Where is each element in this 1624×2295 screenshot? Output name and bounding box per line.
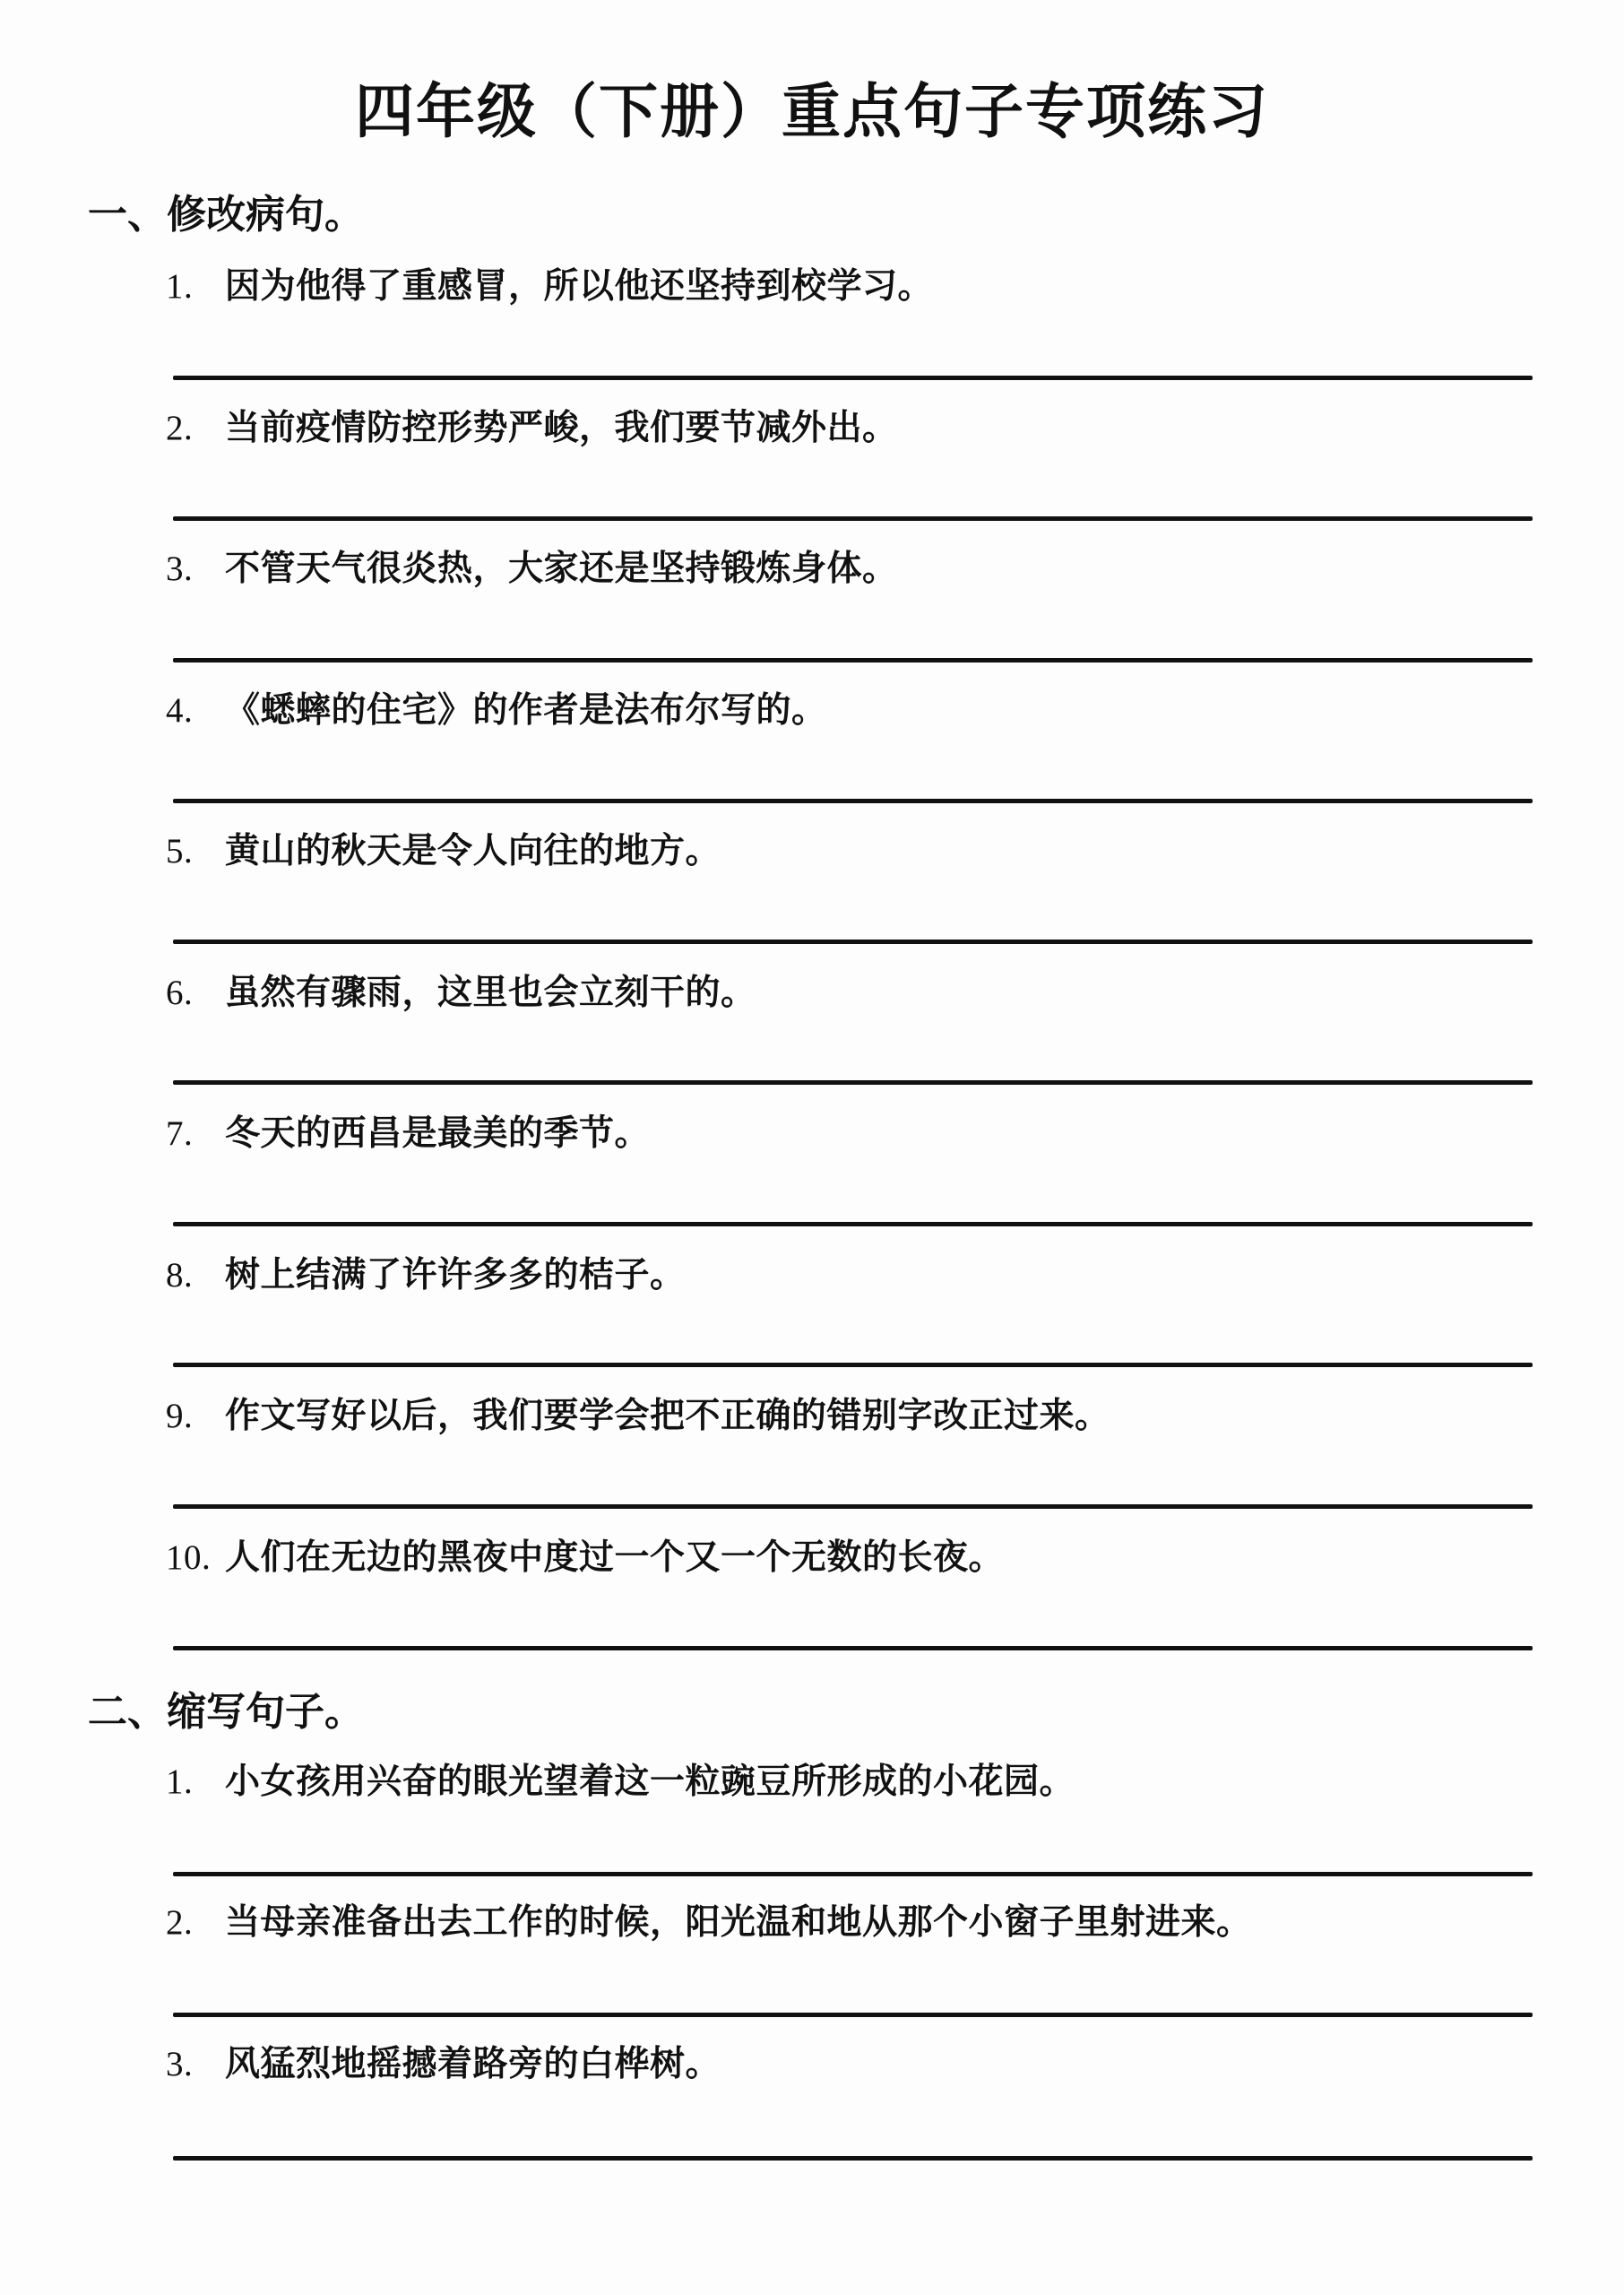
question-text: 树上结满了许许多多的桔子。 (225, 1255, 686, 1295)
question-number: 9. (166, 1397, 194, 1435)
question-number: 5. (166, 832, 194, 870)
question-1-2 (166, 403, 898, 454)
section-heading-condense-sentences: 二、缩写句子。 (88, 1689, 364, 1735)
question-2-1 (166, 1757, 1075, 1807)
answer-line[interactable] (173, 799, 1533, 803)
question-1-10 (166, 1533, 1004, 1583)
answer-line[interactable] (173, 2013, 1533, 2017)
question-text: 当母亲准备出去工作的时候，阳光温和地从那个小窗子里射进来。 (225, 1902, 1252, 1943)
question-1-1 (166, 262, 933, 312)
question-text: 黄山的秋天是令人向往的地方。 (225, 831, 721, 871)
question-1-5 (166, 827, 721, 877)
question-number: 7. (166, 1114, 194, 1153)
answer-line[interactable] (173, 1222, 1533, 1226)
question-number: 1. (166, 267, 194, 306)
question-2-3 (166, 2040, 721, 2090)
question-text: 当前疫情防控形势严峻，我们要节减外出。 (225, 408, 898, 448)
question-number: 1. (166, 1762, 194, 1801)
question-text: 作文写好以后，我们要学会把不正确的错别字改正过来。 (225, 1396, 1110, 1436)
answer-line[interactable] (173, 516, 1533, 521)
answer-line[interactable] (173, 1363, 1533, 1367)
answer-line[interactable] (173, 658, 1533, 663)
question-1-4 (166, 686, 827, 736)
question-text: 小女孩用兴奋的眼光望着这一粒豌豆所形成的小花园。 (225, 1762, 1075, 1802)
page-title: 四年级（下册）重点句子专项练习 (355, 77, 1269, 146)
question-number: 3. (166, 2045, 194, 2083)
watermark-logo (1246, 2205, 1586, 2259)
answer-line[interactable] (173, 1080, 1533, 1085)
question-number: 10. (166, 1538, 212, 1577)
answer-line[interactable] (173, 1872, 1533, 1876)
question-number: 3. (166, 550, 194, 588)
question-1-6 (166, 968, 756, 1018)
question-text: 因为他得了重感冒，所以他还坚持到校学习。 (225, 266, 934, 307)
question-text: 《蟋蟀的住宅》的作者是法布尔写的。 (225, 690, 827, 731)
section-heading-revise-sentences: 一、修改病句。 (88, 192, 364, 238)
question-text: 风猛烈地摇撼着路旁的白桦树。 (225, 2044, 721, 2084)
question-text: 冬天的西昌是最美的季节。 (225, 1113, 651, 1154)
question-number: 4. (166, 691, 194, 730)
question-1-8 (166, 1251, 686, 1301)
answer-line[interactable] (173, 940, 1533, 944)
question-text: 不管天气很炎热，大家还是坚持锻炼身体。 (225, 549, 898, 589)
question-text: 虽然有骤雨，这里也会立刻干的。 (225, 973, 756, 1013)
answer-line[interactable] (173, 1646, 1533, 1650)
question-number: 8. (166, 1256, 194, 1295)
question-text: 人们在无边的黑夜中度过一个又一个无数的长夜。 (225, 1537, 1005, 1578)
answer-line[interactable] (173, 1504, 1533, 1509)
question-number: 2. (166, 409, 194, 447)
question-1-3 (166, 544, 898, 594)
question-2-2 (166, 1898, 1252, 1948)
answer-line[interactable] (173, 2156, 1533, 2161)
question-1-9 (166, 1391, 1110, 1442)
question-1-7 (166, 1109, 650, 1159)
answer-line[interactable] (173, 376, 1533, 380)
question-number: 6. (166, 974, 194, 1012)
question-number: 2. (166, 1903, 194, 1942)
